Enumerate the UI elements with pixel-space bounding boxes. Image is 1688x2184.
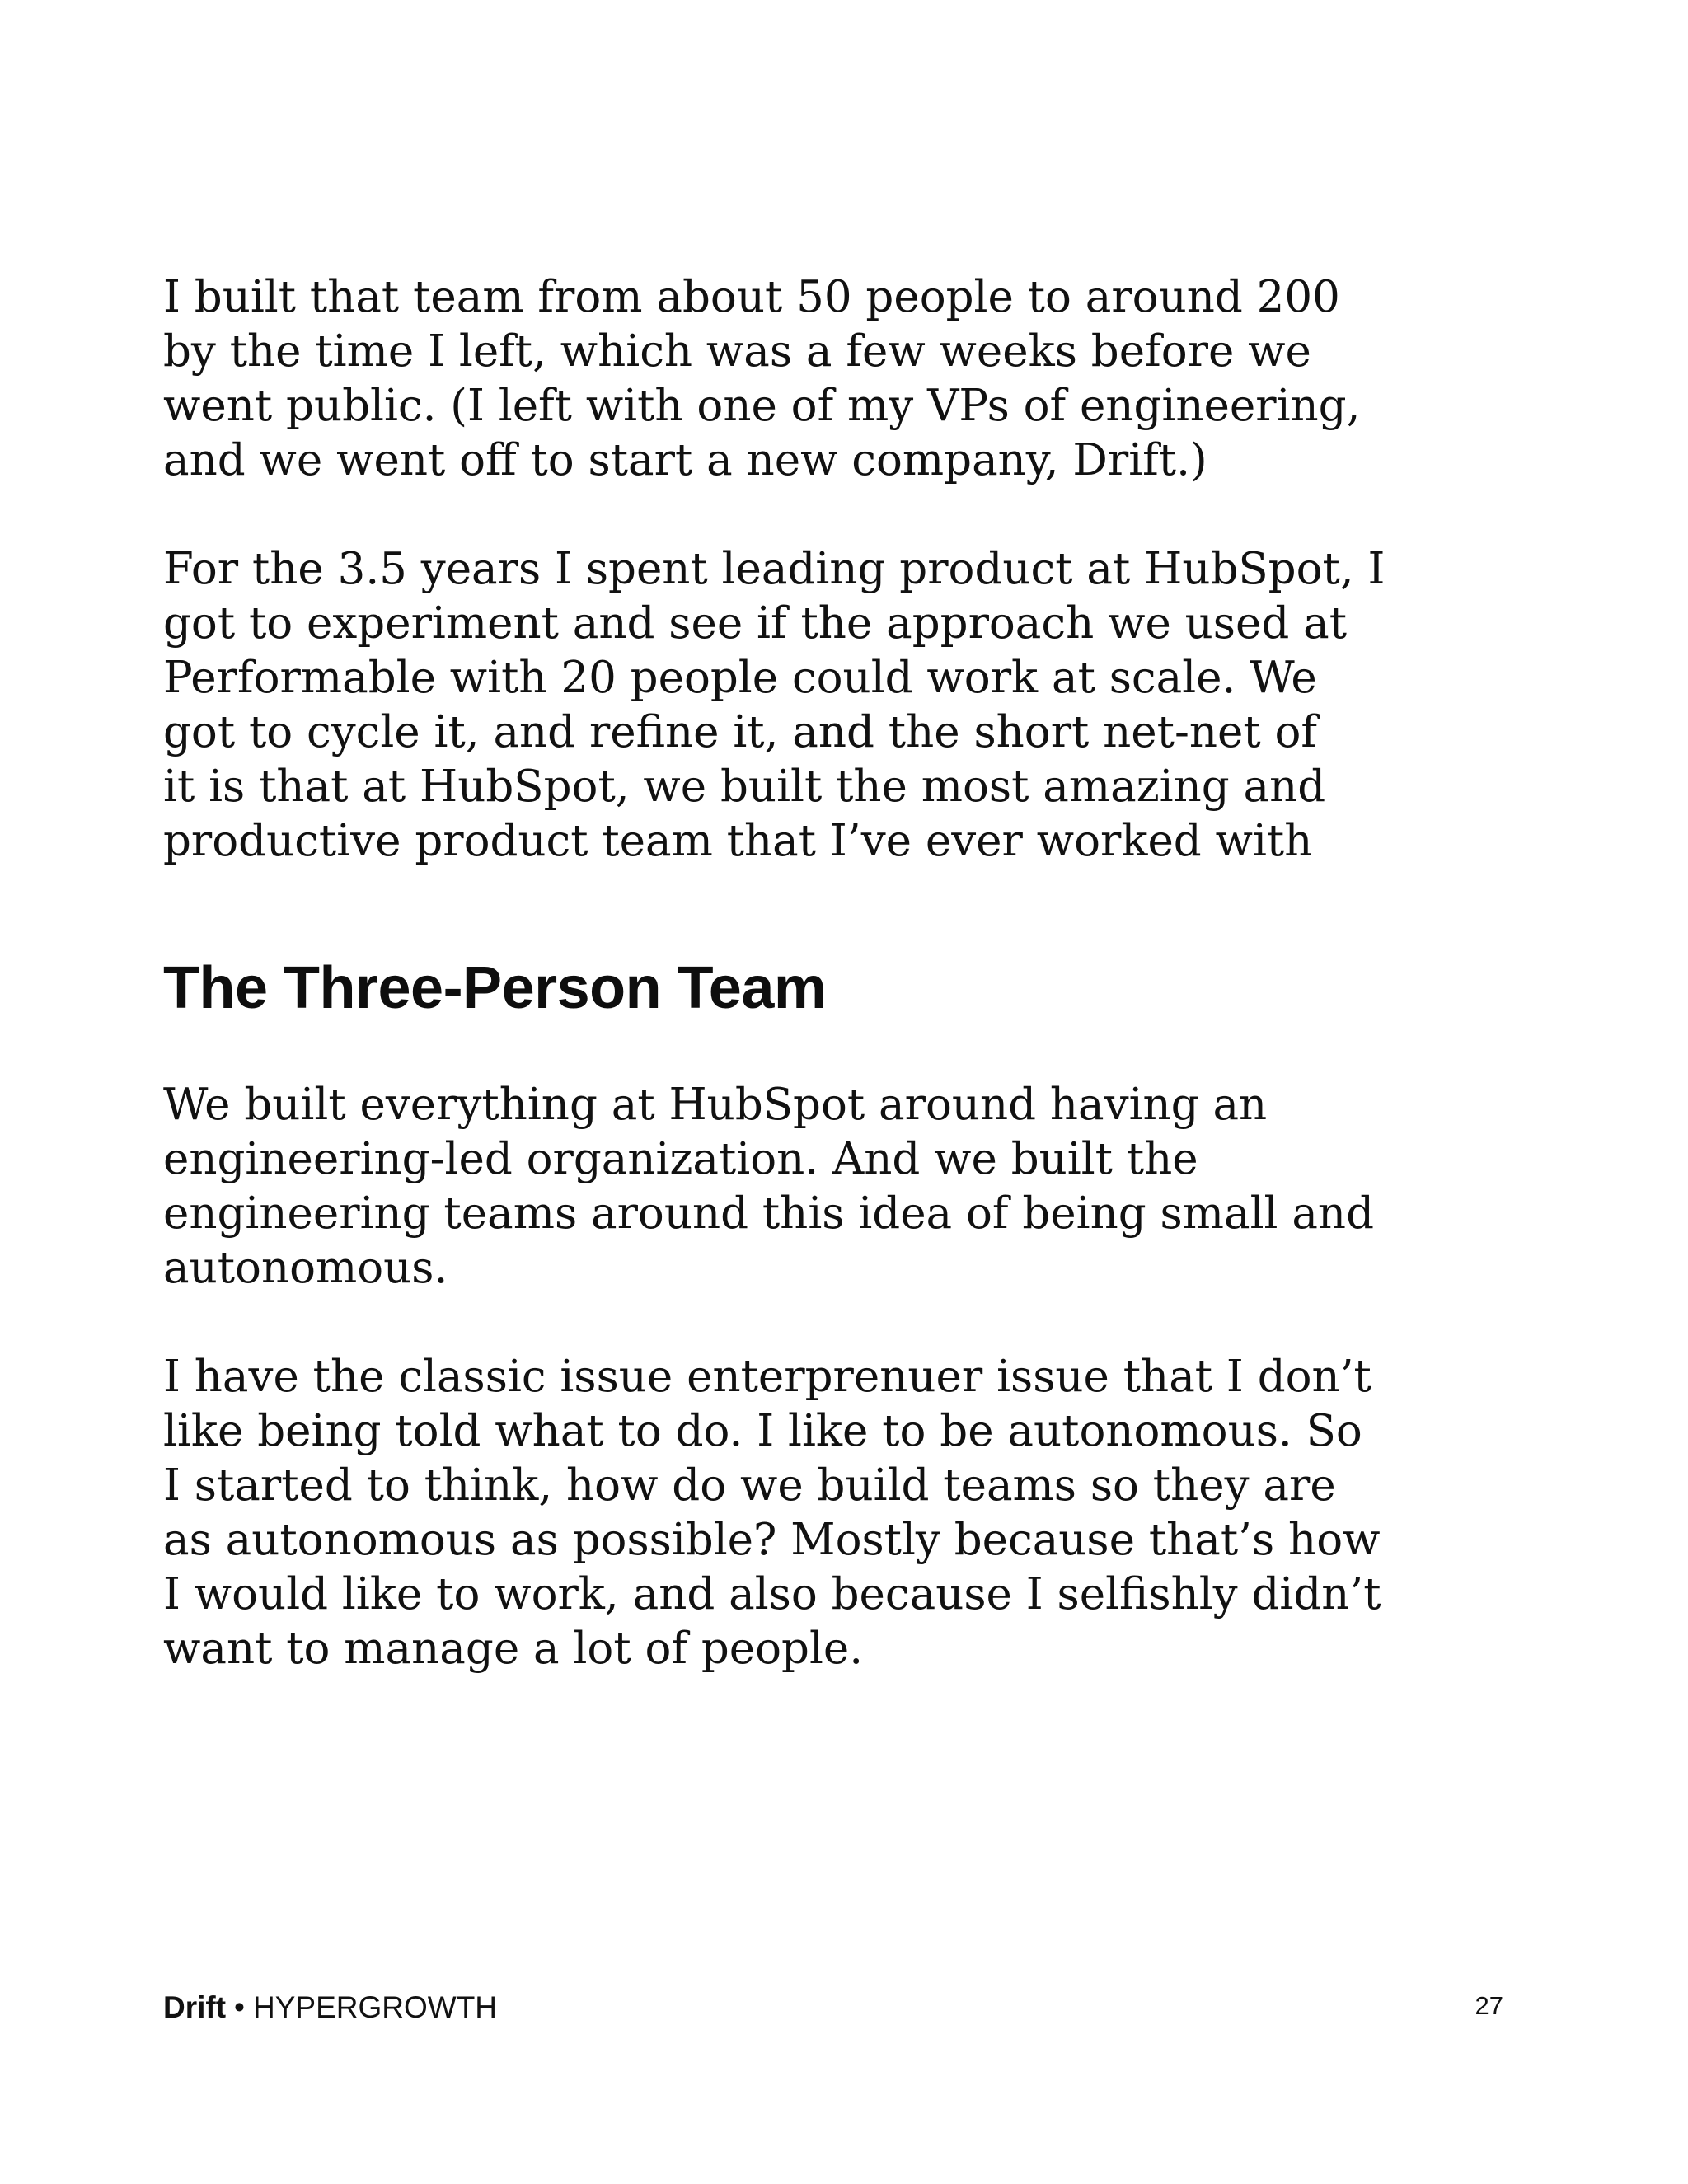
text-line: Performable with 20 people could work at scale. We	[163, 653, 1317, 703]
text-line: want to manage a lot of people.	[163, 1624, 864, 1674]
text-line: as autonomous as possible? Mostly because that’s how	[163, 1515, 1381, 1565]
text-line: like being told what to do. I like to be autonomous. So	[163, 1406, 1362, 1456]
text-line: went public. (I left with one of my VPs of engineering,	[163, 381, 1361, 431]
section-spacer	[163, 869, 1284, 953]
text-line: got to experiment and see if the approach we used at	[163, 598, 1348, 649]
text-line: autonomous.	[163, 1243, 448, 1293]
text-line: got to cycle it, and refine it, and the short net-net of	[163, 707, 1318, 757]
text-line: For the 3.5 years I spent leading product at HubSpot, I	[163, 544, 1386, 594]
text-line: engineering teams around this idea of being small and	[163, 1188, 1374, 1239]
section-heading: The Three-Person Team	[163, 955, 827, 1021]
paragraph-spacer	[163, 488, 1284, 542]
page-number: 27	[1475, 1991, 1503, 2020]
paragraph-hubspot-years	[163, 542, 1386, 869]
text-line: and we went off to start a new company, Drift.)	[163, 435, 1207, 485]
paragraph-spacer	[163, 1296, 1284, 1350]
text-line: productive product team that I’ve ever worked with	[163, 816, 1313, 866]
text-line: We built everything at HubSpot around having an	[163, 1080, 1268, 1130]
footer-brand: Drift	[163, 1990, 227, 2024]
text-line: I built that team from about 50 people to around 200	[163, 272, 1340, 322]
page-footer	[163, 1990, 497, 2026]
footer-title: HYPERGROWTH	[253, 1990, 498, 2024]
footer-separator: •	[234, 1990, 246, 2024]
text-line: I have the classic issue enterprenuer issue that I don’t	[163, 1352, 1372, 1402]
paragraph-autonomy	[163, 1350, 1381, 1676]
paragraph-team-growth	[163, 270, 1361, 488]
text-line: by the time I left, which was a few weeks before we	[163, 326, 1311, 377]
heading-spacer	[163, 1024, 1284, 1078]
text-line: I started to think, how do we build teams so they are	[163, 1460, 1336, 1511]
text-line: I would like to work, and also because I selfishly didn’t	[163, 1569, 1381, 1619]
page-content	[163, 270, 1386, 1676]
text-line: engineering-led organization. And we built the	[163, 1134, 1198, 1184]
text-line: it is that at HubSpot, we built the most amazing and	[163, 762, 1326, 812]
paragraph-engineering-led	[163, 1078, 1374, 1296]
